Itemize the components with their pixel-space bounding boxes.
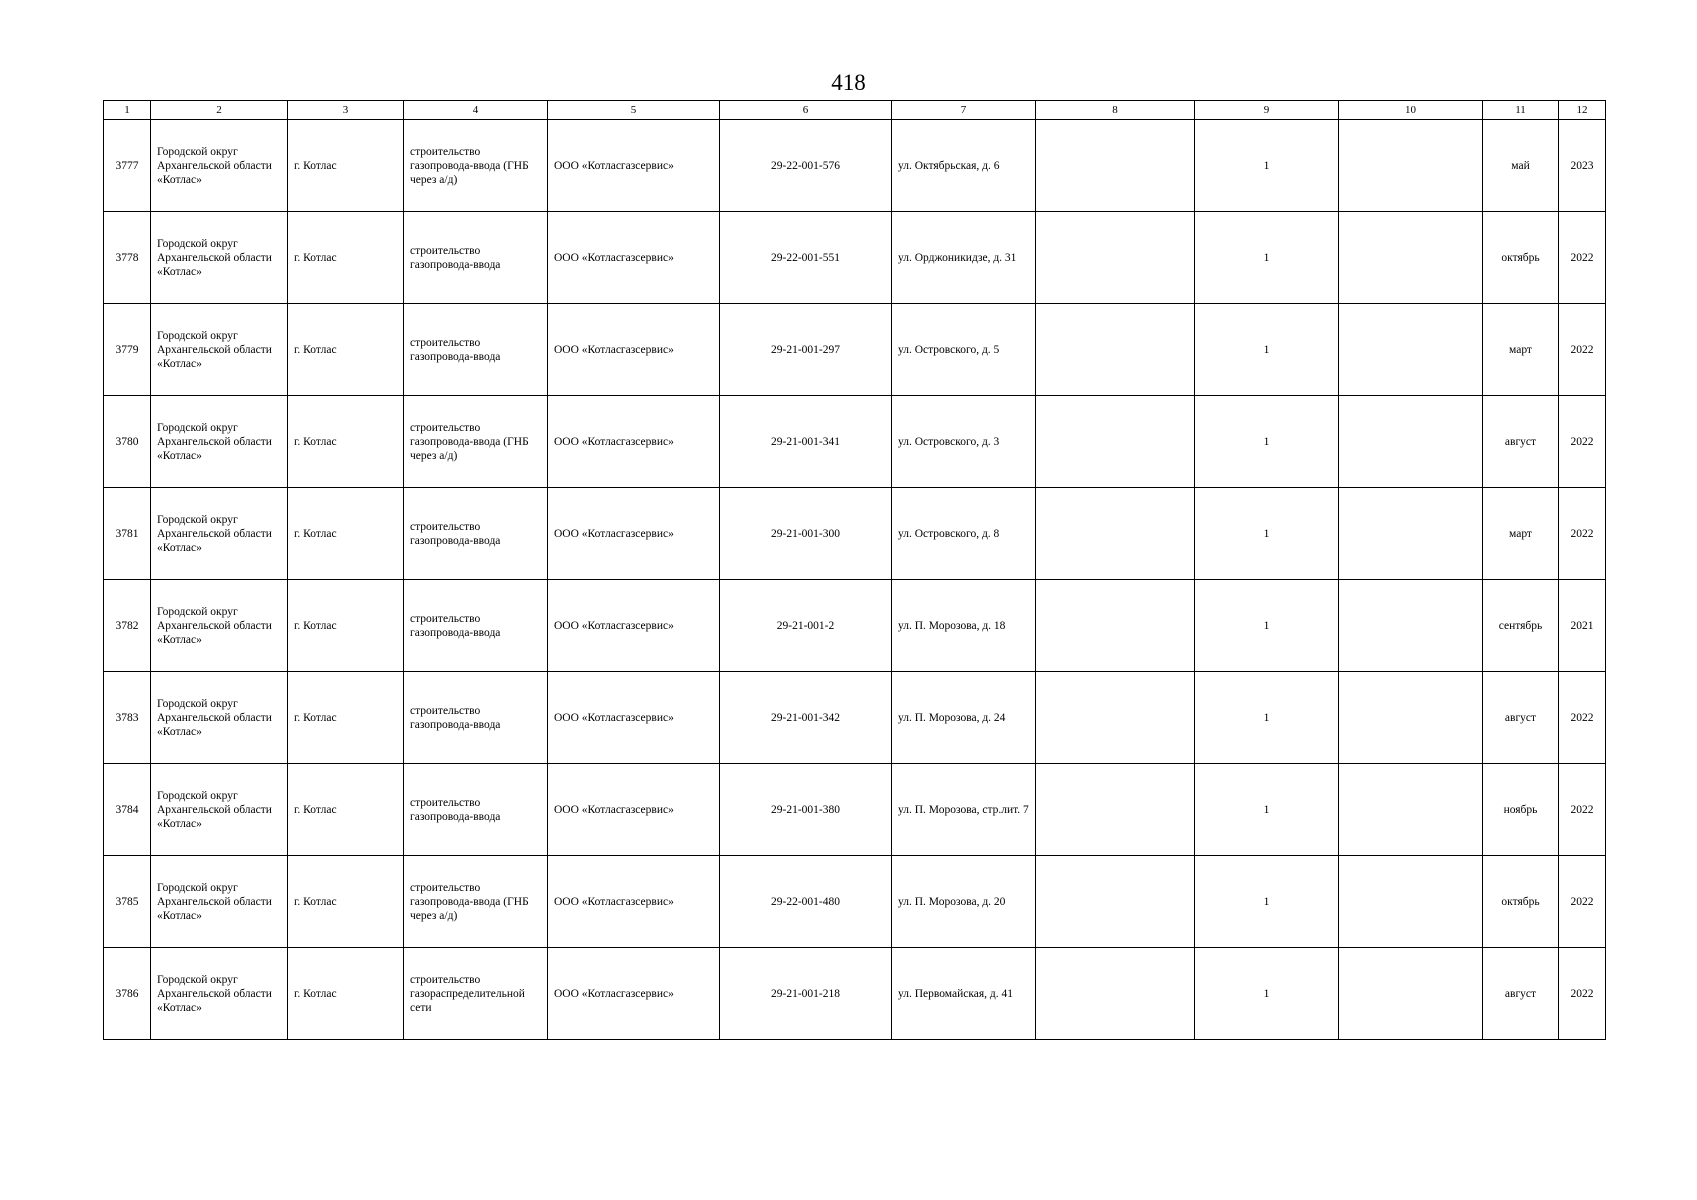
locality-cell: г. Котлас [288, 304, 404, 396]
table-row [104, 764, 1606, 856]
column-10-cell [1339, 396, 1483, 488]
row-number-cell: 3782 [104, 580, 151, 672]
column-8-cell [1036, 120, 1195, 212]
district-cell: Городской округ Архангельской области «Котлас» [151, 120, 288, 212]
column-8-cell [1036, 396, 1195, 488]
work-type-cell: строительство газораспределительной сети [404, 948, 548, 1040]
object-code-cell: 29-21-001-300 [720, 488, 892, 580]
quantity-cell: 1 [1195, 120, 1339, 212]
column-header-3: 3 [288, 101, 404, 120]
column-8-cell [1036, 488, 1195, 580]
year-cell: 2022 [1559, 764, 1606, 856]
object-code-cell: 29-21-001-341 [720, 396, 892, 488]
month-cell: октябрь [1483, 856, 1559, 948]
year-cell: 2022 [1559, 396, 1606, 488]
column-header-7: 7 [892, 101, 1036, 120]
organization-cell: ООО «Котласгазсервис» [548, 948, 720, 1040]
column-header-4: 4 [404, 101, 548, 120]
district-cell: Городской округ Архангельской области «Котлас» [151, 488, 288, 580]
quantity-cell: 1 [1195, 672, 1339, 764]
register-table [103, 100, 1606, 1040]
district-cell: Городской округ Архангельской области «Котлас» [151, 856, 288, 948]
column-header-5: 5 [548, 101, 720, 120]
column-10-cell [1339, 212, 1483, 304]
organization-cell: ООО «Котласгазсервис» [548, 672, 720, 764]
month-cell: октябрь [1483, 212, 1559, 304]
month-cell: август [1483, 948, 1559, 1040]
address-cell: ул. Октябрьская, д. 6 [892, 120, 1036, 212]
month-cell: август [1483, 672, 1559, 764]
district-cell: Городской округ Архангельской области «Котлас» [151, 764, 288, 856]
quantity-cell: 1 [1195, 304, 1339, 396]
year-cell: 2022 [1559, 488, 1606, 580]
column-header-1: 1 [104, 101, 151, 120]
quantity-cell: 1 [1195, 948, 1339, 1040]
quantity-cell: 1 [1195, 764, 1339, 856]
address-cell: ул. Первомайская, д. 41 [892, 948, 1036, 1040]
district-cell: Городской округ Архангельской области «Котлас» [151, 580, 288, 672]
column-10-cell [1339, 856, 1483, 948]
quantity-cell: 1 [1195, 856, 1339, 948]
work-type-cell: строительство газопровода-ввода [404, 580, 548, 672]
object-code-cell: 29-22-001-576 [720, 120, 892, 212]
work-type-cell: строительство газопровода-ввода [404, 488, 548, 580]
table-row [104, 856, 1606, 948]
object-code-cell: 29-21-001-218 [720, 948, 892, 1040]
work-type-cell: строительство газопровода-ввода (ГНБ через а/д) [404, 120, 548, 212]
column-header-8: 8 [1036, 101, 1195, 120]
year-cell: 2021 [1559, 580, 1606, 672]
month-cell: ноябрь [1483, 764, 1559, 856]
locality-cell: г. Котлас [288, 580, 404, 672]
month-cell: сентябрь [1483, 580, 1559, 672]
locality-cell: г. Котлас [288, 488, 404, 580]
work-type-cell: строительство газопровода-ввода (ГНБ через а/д) [404, 396, 548, 488]
address-cell: ул. Островского, д. 5 [892, 304, 1036, 396]
organization-cell: ООО «Котласгазсервис» [548, 120, 720, 212]
row-number-cell: 3778 [104, 212, 151, 304]
work-type-cell: строительство газопровода-ввода [404, 212, 548, 304]
column-8-cell [1036, 856, 1195, 948]
work-type-cell: строительство газопровода-ввода [404, 304, 548, 396]
district-cell: Городской округ Архангельской области «Котлас» [151, 948, 288, 1040]
work-type-cell: строительство газопровода-ввода [404, 672, 548, 764]
year-cell: 2023 [1559, 120, 1606, 212]
column-8-cell [1036, 304, 1195, 396]
address-cell: ул. Островского, д. 8 [892, 488, 1036, 580]
column-header-10: 10 [1339, 101, 1483, 120]
month-cell: март [1483, 488, 1559, 580]
year-cell: 2022 [1559, 304, 1606, 396]
quantity-cell: 1 [1195, 580, 1339, 672]
row-number-cell: 3780 [104, 396, 151, 488]
column-10-cell [1339, 764, 1483, 856]
column-number-row [104, 101, 1606, 120]
table-header [104, 101, 1606, 120]
locality-cell: г. Котлас [288, 212, 404, 304]
column-8-cell [1036, 212, 1195, 304]
object-code-cell: 29-21-001-342 [720, 672, 892, 764]
quantity-cell: 1 [1195, 488, 1339, 580]
district-cell: Городской округ Архангельской области «Котлас» [151, 672, 288, 764]
locality-cell: г. Котлас [288, 396, 404, 488]
quantity-cell: 1 [1195, 396, 1339, 488]
organization-cell: ООО «Котласгазсервис» [548, 396, 720, 488]
address-cell: ул. П. Морозова, д. 24 [892, 672, 1036, 764]
locality-cell: г. Котлас [288, 764, 404, 856]
district-cell: Городской округ Архангельской области «Котлас» [151, 212, 288, 304]
address-cell: ул. Островского, д. 3 [892, 396, 1036, 488]
year-cell: 2022 [1559, 212, 1606, 304]
organization-cell: ООО «Котласгазсервис» [548, 580, 720, 672]
locality-cell: г. Котлас [288, 120, 404, 212]
year-cell: 2022 [1559, 856, 1606, 948]
column-8-cell [1036, 948, 1195, 1040]
table-row [104, 488, 1606, 580]
object-code-cell: 29-21-001-2 [720, 580, 892, 672]
column-8-cell [1036, 672, 1195, 764]
column-header-9: 9 [1195, 101, 1339, 120]
row-number-cell: 3781 [104, 488, 151, 580]
locality-cell: г. Котлас [288, 856, 404, 948]
row-number-cell: 3779 [104, 304, 151, 396]
row-number-cell: 3785 [104, 856, 151, 948]
quantity-cell: 1 [1195, 212, 1339, 304]
district-cell: Городской округ Архангельской области «Котлас» [151, 396, 288, 488]
row-number-cell: 3783 [104, 672, 151, 764]
year-cell: 2022 [1559, 672, 1606, 764]
table-row [104, 212, 1606, 304]
column-8-cell [1036, 764, 1195, 856]
column-header-2: 2 [151, 101, 288, 120]
table-row [104, 580, 1606, 672]
address-cell: ул. Орджоникидзе, д. 31 [892, 212, 1036, 304]
table-row [104, 120, 1606, 212]
object-code-cell: 29-21-001-380 [720, 764, 892, 856]
organization-cell: ООО «Котласгазсервис» [548, 304, 720, 396]
column-10-cell [1339, 120, 1483, 212]
row-number-cell: 3786 [104, 948, 151, 1040]
column-header-11: 11 [1483, 101, 1559, 120]
organization-cell: ООО «Котласгазсервис» [548, 764, 720, 856]
column-10-cell [1339, 488, 1483, 580]
column-10-cell [1339, 948, 1483, 1040]
year-cell: 2022 [1559, 948, 1606, 1040]
locality-cell: г. Котлас [288, 672, 404, 764]
organization-cell: ООО «Котласгазсервис» [548, 212, 720, 304]
table-row [104, 948, 1606, 1040]
column-10-cell [1339, 580, 1483, 672]
organization-cell: ООО «Котласгазсервис» [548, 856, 720, 948]
column-header-6: 6 [720, 101, 892, 120]
object-code-cell: 29-22-001-551 [720, 212, 892, 304]
month-cell: май [1483, 120, 1559, 212]
address-cell: ул. П. Морозова, д. 18 [892, 580, 1036, 672]
table-body [104, 120, 1606, 1040]
locality-cell: г. Котлас [288, 948, 404, 1040]
column-10-cell [1339, 304, 1483, 396]
column-8-cell [1036, 580, 1195, 672]
table-row [104, 304, 1606, 396]
object-code-cell: 29-22-001-480 [720, 856, 892, 948]
column-header-12: 12 [1559, 101, 1606, 120]
month-cell: август [1483, 396, 1559, 488]
column-10-cell [1339, 672, 1483, 764]
work-type-cell: строительство газопровода-ввода [404, 764, 548, 856]
row-number-cell: 3784 [104, 764, 151, 856]
work-type-cell: строительство газопровода-ввода (ГНБ через а/д) [404, 856, 548, 948]
row-number-cell: 3777 [104, 120, 151, 212]
district-cell: Городской округ Архангельской области «Котлас» [151, 304, 288, 396]
month-cell: март [1483, 304, 1559, 396]
organization-cell: ООО «Котласгазсервис» [548, 488, 720, 580]
table-row [104, 672, 1606, 764]
page-number: 418 [831, 70, 866, 95]
address-cell: ул. П. Морозова, стр.лит. 7 [892, 764, 1036, 856]
object-code-cell: 29-21-001-297 [720, 304, 892, 396]
table-row [104, 396, 1606, 488]
address-cell: ул. П. Морозова, д. 20 [892, 856, 1036, 948]
